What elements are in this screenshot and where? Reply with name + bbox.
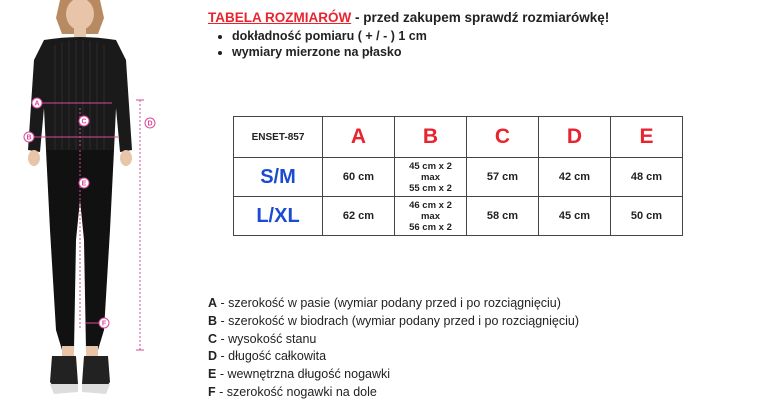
legend-key: A: [208, 296, 218, 310]
size-table: [233, 116, 683, 236]
cell-d: 45 cm: [539, 197, 611, 236]
cell-e: 50 cm: [611, 197, 683, 236]
column-b: B: [395, 117, 467, 158]
measurement-legend: [208, 295, 579, 402]
marker-d: [145, 118, 155, 128]
column-d: D: [539, 117, 611, 158]
svg-text:D: D: [147, 120, 153, 128]
legend-text: - wewnętrzna długość nogawki: [216, 367, 391, 382]
cell-c: 58 cm: [467, 197, 539, 236]
table-row: [234, 197, 683, 236]
legend-item: [208, 366, 579, 384]
legend-item: [208, 348, 579, 366]
svg-text:E: E: [81, 180, 87, 188]
svg-text:B: B: [26, 134, 32, 142]
cell-b: [395, 158, 467, 197]
cell-c: 57 cm: [467, 158, 539, 197]
cell-a: 62 cm: [323, 197, 395, 236]
size-label: L/XL: [234, 197, 323, 236]
header: [208, 10, 748, 61]
note-item: • dokładność pomiaru ( + / - ) 1 cm: [232, 29, 748, 43]
column-a: A: [323, 117, 395, 158]
marker-a: [32, 98, 42, 108]
cell-b-line: 46 cm x 2: [409, 199, 452, 211]
cell-d: 42 cm: [539, 158, 611, 197]
marker-e: [79, 178, 89, 188]
cell-b-line: 45 cm x 2: [409, 160, 452, 172]
note-item: • wymiary mierzone na płasko: [232, 45, 748, 59]
marker-f: [99, 318, 109, 328]
product-code: ENSET-857: [234, 117, 323, 158]
marker-b: [24, 132, 34, 142]
title-highlight: TABELA ROZMIARÓW: [208, 10, 352, 25]
legend-item: [208, 313, 579, 331]
cell-b-line: max: [420, 171, 440, 183]
legend-text: - długość całkowita: [217, 349, 327, 364]
legend-text: - szerokość nogawki na dole: [215, 384, 377, 399]
legend-key: E: [208, 367, 217, 382]
cell-e: 48 cm: [611, 158, 683, 197]
legend-item: [208, 331, 579, 349]
cell-b-line: 56 cm x 2: [409, 221, 452, 233]
marker-c: [79, 116, 89, 126]
notes-list: [208, 29, 748, 59]
svg-text:C: C: [81, 118, 87, 126]
legend-text: - szerokość w pasie (wymiar podany przed i po rozciągnięciu): [217, 296, 561, 310]
title-rest: - przed zakupem sprawdź rozmiarówkę!: [351, 10, 610, 25]
cell-b-line: max: [420, 210, 440, 222]
legend-key: C: [208, 331, 218, 346]
legend-key: F: [208, 384, 216, 399]
size-label: S/M: [234, 158, 323, 197]
cell-b: [395, 197, 467, 236]
legend-item: [208, 384, 579, 402]
legend-text: - wysokość stanu: [217, 331, 317, 346]
page-title: [208, 10, 748, 25]
table-row: [234, 158, 683, 197]
table-header-row: [234, 117, 683, 158]
column-c: C: [467, 117, 539, 158]
svg-text:F: F: [101, 320, 107, 328]
legend-text: - szerokość w biodrach (wymiar podany przed i po rozciągnięciu): [217, 313, 579, 328]
legend-item: [208, 295, 579, 313]
legend-key: D: [208, 349, 218, 364]
cell-b-line: 55 cm x 2: [409, 182, 452, 194]
legend-key: B: [208, 313, 218, 328]
svg-text:A: A: [34, 100, 40, 108]
model-figure: [0, 0, 200, 413]
column-e: E: [611, 117, 683, 158]
cell-a: 60 cm: [323, 158, 395, 197]
